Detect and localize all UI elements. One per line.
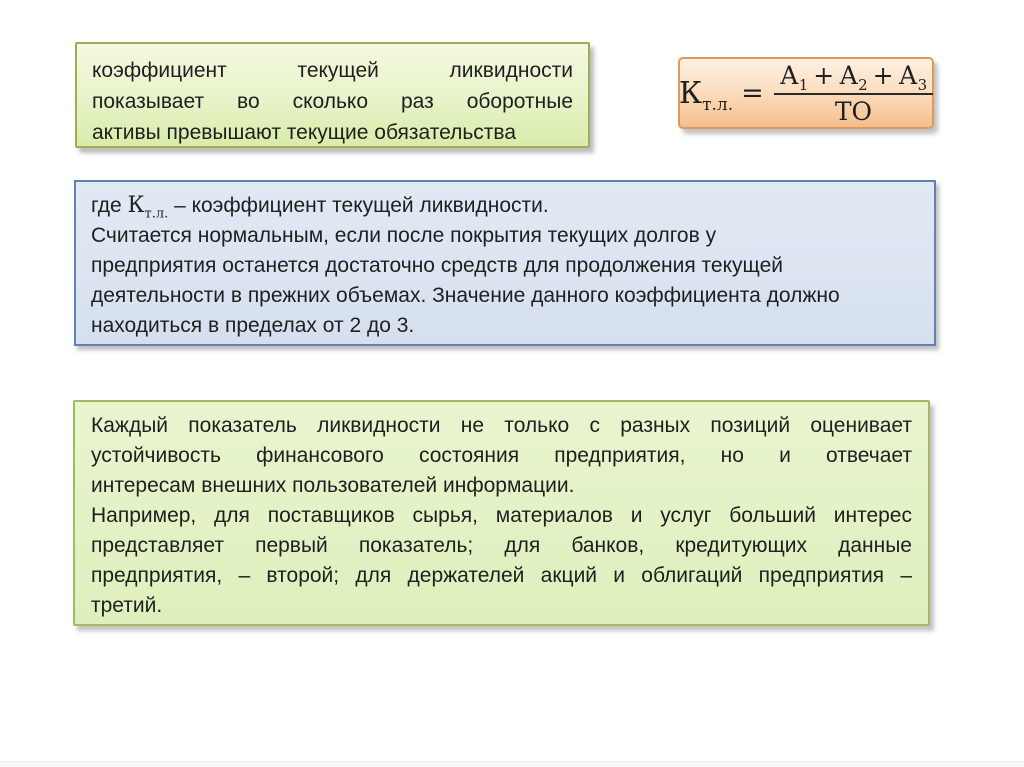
formula-lhs-subscript: т.л. <box>702 94 734 115</box>
text-line: Считается нормальным, если после покрытия текущих долгов у <box>91 224 717 247</box>
text-line: Каждый показатель ликвидности не только с разных позиций оценивает <box>91 414 912 437</box>
text-line: деятельности в прежних объемах. Значение данного коэффициента должно <box>91 284 840 307</box>
text-line: коэффициент текущей ликвидности <box>92 59 573 82</box>
text-line: предприятия останется достаточно средств для продолжения текущей <box>91 254 783 277</box>
summary-box <box>73 400 930 626</box>
formula-lhs: $К_{т.л.}$ <box>678 75 734 115</box>
text-line: представляет первый показатель; для банков, кредитующих данные <box>91 534 912 557</box>
text-line: показывает во сколько раз оборотные <box>92 90 573 113</box>
equals-sign: = <box>741 77 764 109</box>
coefficient-symbol: $К_{т.л.}$ <box>127 193 169 222</box>
text-line: находиться в пределах от 2 до 3. <box>91 314 415 337</box>
text-line: интересам внешних пользователей информации. <box>91 474 575 497</box>
formula-box <box>678 57 934 129</box>
fraction-numerator: $А_1 + А_2 + А_3$ <box>774 61 933 95</box>
definition-box <box>75 42 590 148</box>
text-line: третий. <box>91 594 163 617</box>
text-line: устойчивость финансового состояния предприятия, но и отвечает <box>91 444 912 467</box>
slide-bottom-edge <box>0 761 1024 767</box>
text-line: Например, для поставщиков сырья, материалов и услуг больший интерес <box>91 504 912 527</box>
explanation-box <box>74 180 936 346</box>
fraction <box>774 61 933 126</box>
text-line: активы превышают текущие обязательства <box>92 121 517 144</box>
text-line: где $К_{т.л.}$ – коэффициент текущей ликвидности. <box>91 193 549 222</box>
fraction-denominator: ТО <box>834 96 873 126</box>
text-line: предприятия, – второй; для держателей акций и облигаций предприятия – <box>91 564 912 587</box>
